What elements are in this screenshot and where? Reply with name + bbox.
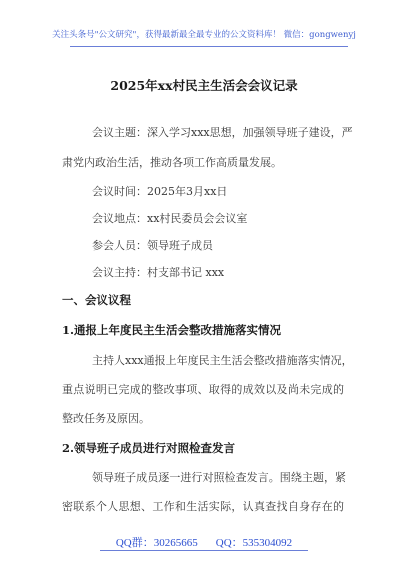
agenda-item-1-line-1: 主持人xxx通报上年度民主生活会整改措施落实情况， [92,354,353,367]
footer-divider [100,550,308,551]
document-title: 2025年xx村民主生活会会议记录 [110,78,298,93]
footer-qq-group: QQ群：30265665 [115,537,198,549]
meeting-time: 会议时间：2025年3月xx日 [92,185,228,198]
agenda-item-2-line-2: 密联系个人思想、工作和生活实际，认真查找自身存在的 [62,500,344,513]
section-heading-agenda: 一、会议议程 [62,293,131,307]
agenda-item-1-title: 1.通报上年度民主生活会整改措施落实情况 [62,323,282,337]
agenda-item-1-line-3: 整改任务及原因。 [62,412,150,425]
agenda-item-1-line-2: 重点说明已完成的整改事项、取得的成效以及尚未完成的 [62,383,344,396]
footer-qq: QQ：535304092 [215,537,293,549]
meeting-theme-line-2: 肃党内政治生活，推动各项工作高质量发展。 [62,156,282,169]
header-note: 关注头条号"公文研究"，获得最新最全最专业的公文资料库！ 微信：gongwenyj [52,30,356,40]
header-divider [70,46,348,47]
meeting-location: 会议地点：xx村民委员会会议室 [92,212,248,225]
meeting-host: 会议主持：村支部书记 xxx [92,266,225,279]
footer-contact [0,534,408,550]
agenda-item-2-line-1: 领导班子成员逐一进行对照检查发言。围绕主题，紧 [92,471,346,484]
agenda-item-2-title: 2.领导班子成员进行对照检查发言 [62,441,236,455]
meeting-theme-line-1: 会议主题：深入学习xxx思想，加强领导班子建设，严 [92,126,353,139]
meeting-attendees: 参会人员：领导班子成员 [92,239,213,252]
